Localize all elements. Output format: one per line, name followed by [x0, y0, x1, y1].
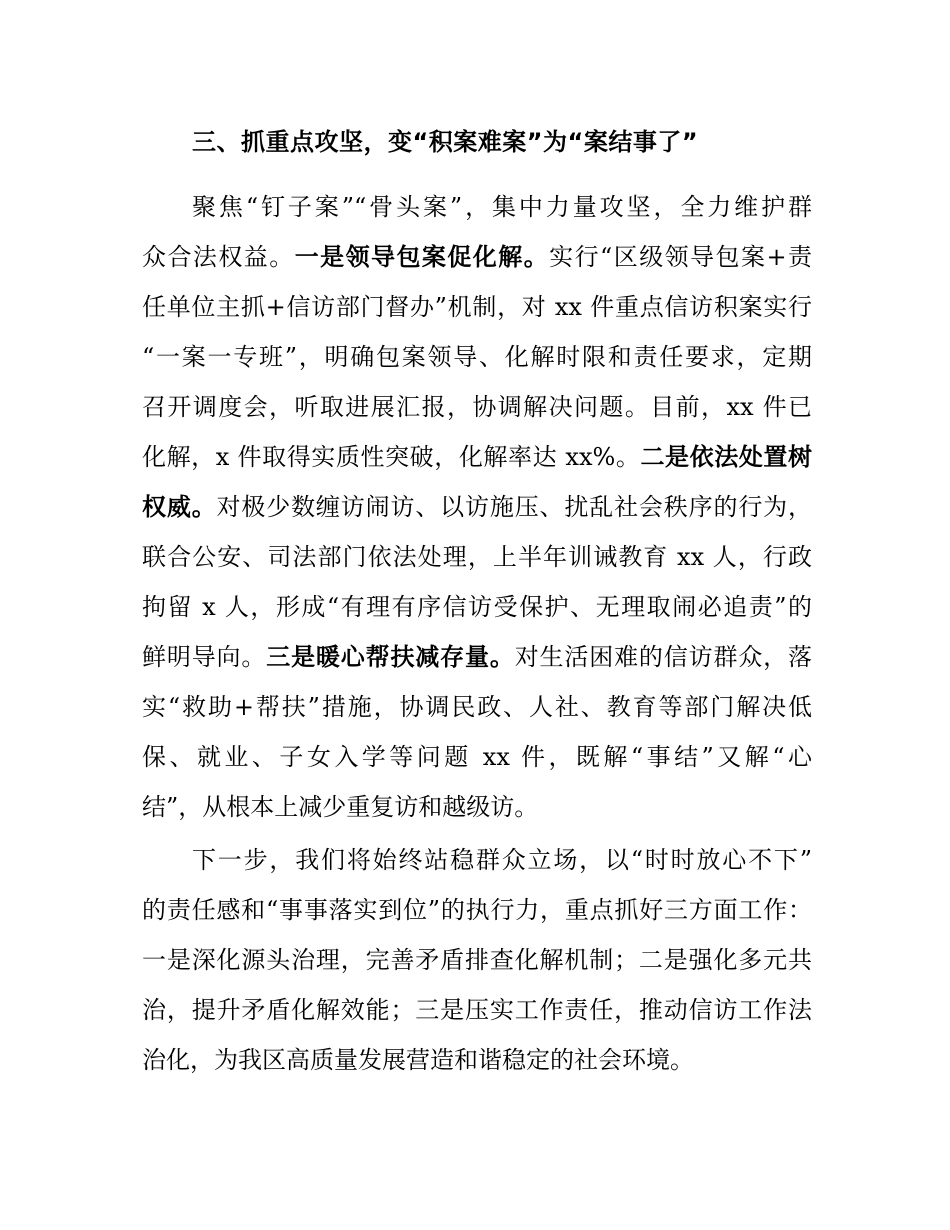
text-run: 治化，为我区高质量发展营造和谐稳定的社会环境。 — [142, 1046, 694, 1074]
text-run: 治，提升矛盾化解效能；三是压实工作责任，推动信访工作法 — [142, 996, 812, 1024]
text-run: 聚焦“钉子案”“骨头案”，集中力量攻坚，全力维护群 — [192, 193, 812, 221]
text-line — [142, 885, 812, 935]
text-line — [192, 835, 812, 885]
text-run: 对生活困难的信访群众，落 — [514, 643, 813, 671]
text-run: 任单位主抓+信访部门督办”机制，对 xx 件重点信访积案实行 — [142, 293, 812, 321]
text-run: 召开调度会，听取进展汇报，协调解决问题。目前，xx 件已 — [142, 393, 812, 421]
text-line — [142, 582, 812, 632]
text-run: 众合法权益。 — [142, 243, 295, 271]
text-line — [142, 432, 812, 482]
text-line — [142, 682, 812, 732]
text-run: 结”，从根本上减少重复访和越级访。 — [142, 793, 539, 821]
text-run: 拘留 x 人，形成“有理有序信访受保护、无理取闹必追责”的 — [142, 593, 812, 621]
text-line — [142, 782, 812, 832]
text-line — [142, 935, 812, 985]
bold-lead-phrase: 一是领导包案促化解。 — [294, 243, 550, 271]
section-heading: 三、抓重点攻坚，变“积案难案”为“案结事了” — [192, 128, 699, 156]
text-line — [142, 232, 812, 282]
text-run: 对极少数缠访闹访、以访施压、扰乱社会秩序的行为， — [216, 493, 813, 521]
text-run: 实行“区级领导包案+责 — [549, 243, 812, 271]
text-line — [142, 985, 812, 1035]
text-line — [142, 482, 812, 532]
text-run: 联合公安、司法部门依法处理，上半年训诫教育 xx 人，行政 — [142, 543, 812, 571]
text-line — [142, 732, 812, 782]
text-run: “一案一专班”，明确包案领导、化解时限和责任要求，定期 — [142, 343, 812, 371]
text-run: 下一步，我们将始终站稳群众立场，以“时时放心不下” — [192, 846, 812, 874]
text-line — [142, 332, 812, 382]
text-run: 的责任感和“事事落实到位”的执行力，重点抓好三方面工作： — [142, 896, 812, 924]
bold-lead-phrase: 权威。 — [142, 493, 217, 521]
text-run: 实“救助+帮扶”措施，协调民政、人社、教育等部门解决低 — [142, 693, 812, 721]
text-line — [142, 532, 812, 582]
text-line — [142, 382, 812, 432]
text-line — [142, 632, 812, 682]
text-run: 鲜明导向。 — [142, 643, 267, 671]
text-line — [142, 1035, 812, 1085]
bold-lead-phrase: 二是依法处置树 — [640, 443, 813, 471]
bold-lead-phrase: 三是暖心帮扶减存量。 — [266, 643, 515, 671]
text-run: 一是深化源头治理，完善矛盾排查化解机制；二是强化多元共 — [142, 946, 812, 974]
text-line — [142, 282, 812, 332]
text-line — [192, 182, 812, 232]
text-run: 化解，x 件取得实质性突破，化解率达 xx%。 — [142, 443, 641, 471]
text-run: 保、就业、子女入学等问题 xx 件，既解“事结”又解“心 — [142, 743, 812, 771]
